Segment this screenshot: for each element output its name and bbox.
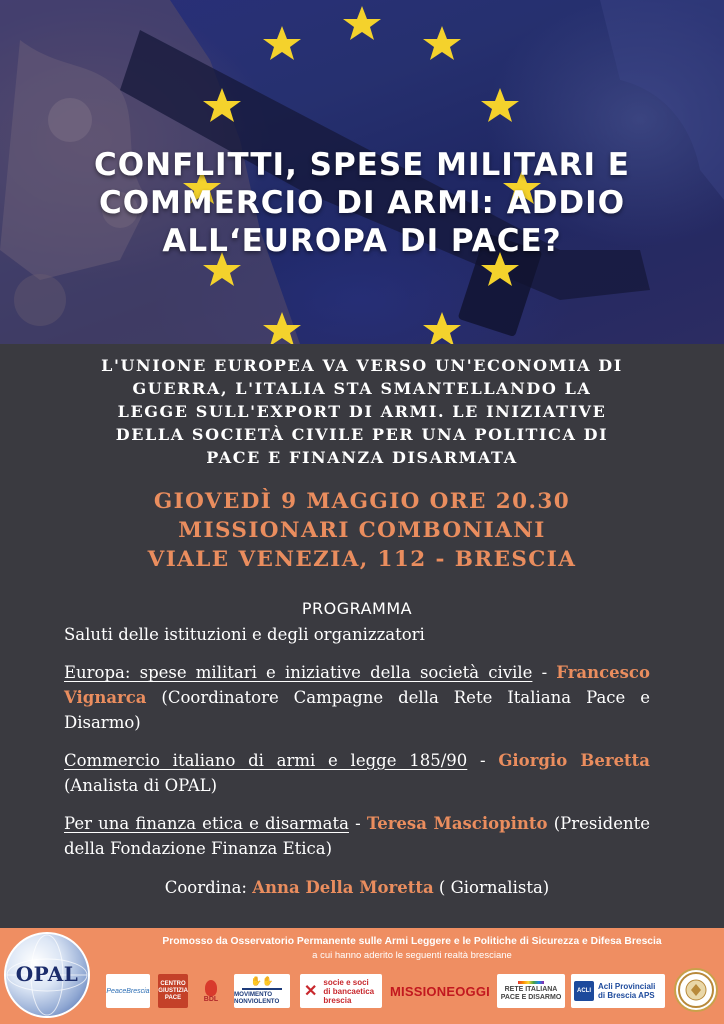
program-separator: - bbox=[467, 751, 499, 770]
program-greetings: Saluti delle istituzioni e degli organizzatori bbox=[64, 625, 425, 644]
mn-label: MOVIMENTO NONVIOLENTO bbox=[234, 990, 280, 1005]
coordinator-name: Anna Della Moretta bbox=[252, 878, 434, 897]
acli-badge-icon: ACLI bbox=[574, 981, 594, 1001]
event-details bbox=[40, 487, 684, 574]
banca-line-3: brescia bbox=[323, 995, 352, 1005]
acli-line-2: di Brescia APS bbox=[598, 991, 655, 1000]
program-item bbox=[64, 811, 650, 861]
program-heading: PROGRAMMA bbox=[301, 599, 413, 618]
program-separator: - bbox=[532, 663, 557, 682]
rete-line-2: PACE E DISARMO bbox=[500, 993, 562, 1001]
partner-logo-missione-oggi: MISSIONEOGGI bbox=[390, 983, 490, 999]
speaker-role: (Analista di OPAL) bbox=[64, 776, 218, 795]
hands-icon: ✋✋ bbox=[242, 978, 282, 990]
poster-title bbox=[40, 146, 684, 260]
promoted-by-text: Promosso da Osservatorio Permanente sulle Armi Leggere e le Politiche di Sicurezza e Difesa Brescia bbox=[162, 936, 662, 947]
banca-line-1: socie e soci bbox=[323, 977, 369, 987]
event-venue: MISSIONARI COMBONIANI bbox=[178, 518, 546, 543]
lead-line: GUERRA, L'ITALIA STA SMANTELLANDO LA bbox=[132, 379, 592, 398]
title-line-2: COMMERCIO DI ARMI: ADDIO bbox=[98, 185, 626, 221]
bdl-label: BDL bbox=[203, 995, 219, 1003]
program-topic: Per una finanza etica e disarmata bbox=[64, 814, 349, 833]
lead-line: DELLA SOCIETÀ CIVILE PER UNA POLITICA DI bbox=[115, 425, 609, 444]
partner-logo-centro-giustizia: CENTRO GIUSTIZIA PACE bbox=[158, 974, 188, 1008]
opal-logo bbox=[4, 932, 90, 1018]
coordinator-line bbox=[64, 875, 650, 900]
rete-line-1: RETE ITALIANA bbox=[504, 985, 558, 993]
speaker-role: (Coordinatore Campagne della Rete Italiana Pace e Disarmo) bbox=[64, 688, 650, 732]
program-topic: Europa: spese militari e iniziative della società civile bbox=[64, 663, 533, 682]
hero-banner bbox=[0, 0, 724, 344]
lead-text bbox=[60, 354, 664, 469]
partner-logo-banca-etica bbox=[300, 974, 382, 1008]
lead-line: L'UNIONE EUROPEA VA VERSO UN'ECONOMIA DI bbox=[101, 356, 623, 375]
program-item bbox=[64, 660, 650, 735]
speaker-role: (Presidente della Fondazione Finanza Etica) bbox=[64, 814, 650, 858]
flame-icon bbox=[205, 980, 217, 996]
partner-logo-rete-pace-disarmo bbox=[497, 974, 565, 1008]
partner-logo-movimento-nonviolento bbox=[234, 974, 290, 1008]
event-date: GIOVEDÌ 9 MAGGIO ORE 20.30 bbox=[153, 489, 571, 514]
lead-line: PACE E FINANZA DISARMATA bbox=[206, 448, 518, 467]
program-section bbox=[64, 596, 650, 900]
speaker-name: Giorgio Beretta bbox=[498, 751, 650, 770]
partner-logo-bdl bbox=[196, 974, 226, 1008]
adhered-text: a cui hanno aderito le seguenti realtà bresciane bbox=[312, 950, 512, 961]
partner-logo-peace-brescia: PeaceBrescia bbox=[106, 974, 150, 1008]
coordinator-label: Coordina: bbox=[164, 878, 253, 897]
rainbow-bar-icon bbox=[518, 981, 544, 984]
opal-logo-text: OPAL bbox=[15, 962, 79, 986]
acli-line-1: Acli Provinciali bbox=[598, 982, 656, 991]
event-address: VIALE VENEZIA, 112 - BRESCIA bbox=[147, 547, 577, 572]
banca-etica-mark-icon: ✕ bbox=[304, 982, 318, 1000]
program-topic: Commercio italiano di armi e legge 185/90 bbox=[64, 751, 468, 770]
partner-seal-icon bbox=[674, 968, 718, 1012]
speaker-name: Teresa Masciopinto bbox=[366, 814, 548, 833]
title-line-1: CONFLITTI, SPESE MILITARI E bbox=[94, 147, 630, 183]
title-line-3: ALL‘EUROPA DI PACE? bbox=[162, 223, 562, 259]
partner-logo-acli bbox=[571, 974, 665, 1008]
program-separator: - bbox=[348, 814, 367, 833]
program-item bbox=[64, 748, 650, 798]
coordinator-role: ( Giornalista) bbox=[433, 878, 550, 897]
banca-line-2: di bancaetica bbox=[323, 986, 375, 996]
lead-line: LEGGE SULL'EXPORT DI ARMI. LE INIZIATIVE bbox=[117, 402, 607, 421]
seal-icon bbox=[676, 970, 716, 1010]
speaker-name: Francesco Vignarca bbox=[64, 663, 650, 707]
